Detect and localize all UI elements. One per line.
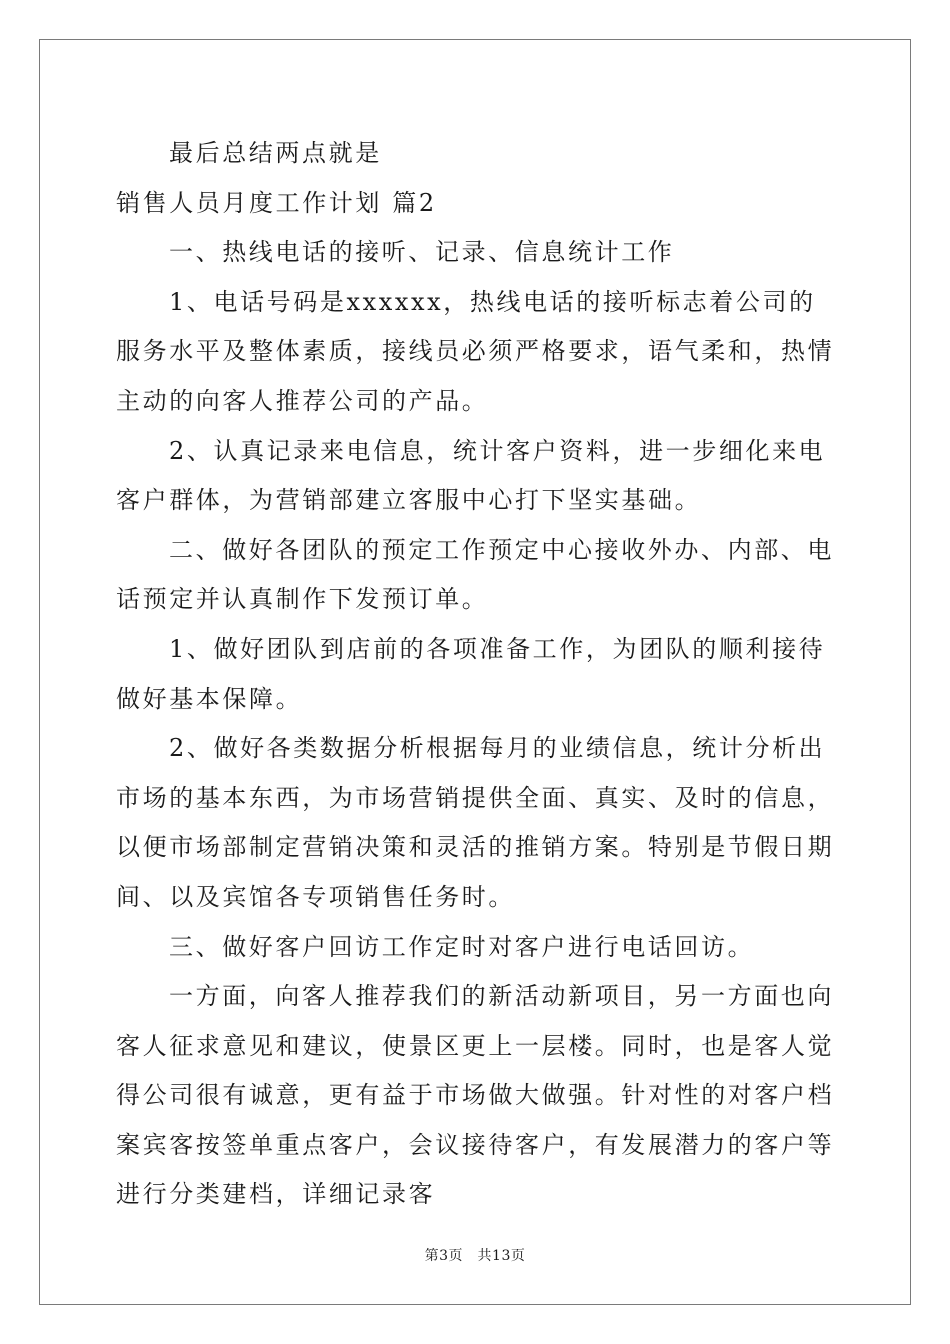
paragraph-summary: 最后总结两点就是 bbox=[169, 139, 382, 167]
paragraph-followup-title: 三、做好客户回访工作定时对客户进行电话回访。 bbox=[169, 932, 755, 961]
paragraph-booking-title: 二、做好各团队的预定工作预定中心接收外办、内部、电话预定并认真制作下发预订单。 bbox=[116, 535, 834, 614]
paragraph-followup-1: 一方面，向客人推荐我们的新活动新项目，另一方面也向客人征求意见和建议，使景区更上一层楼。同时，也是客人觉得公司很有诚意，更有益于市场做大做强。针对性的对客户档案宾客按签单重点客户，会议接待客户，有发展潜力的客户等进行分类建档，详细记录客 bbox=[116, 982, 835, 1209]
paragraph-booking-2: 2、做好各类数据分析根据每月的业绩信息，统计分析出市场的基本东西，为市场营销提供全面、真实、及时的信息，以便市场部制定营销决策和灵活的推销方案。特别是节假日期间、以及宾馆各专项销售任务时。 bbox=[116, 734, 835, 911]
paragraph-booking-1: 1、做好团队到店前的各项准备工作，为团队的顺利接待做好基本保障。 bbox=[116, 634, 826, 713]
document-body bbox=[116, 129, 836, 1220]
paragraph-hotline-title: 一、热线电话的接听、记录、信息统计工作 bbox=[169, 238, 675, 267]
section-heading: 销售人员月度工作计划 篇2 bbox=[116, 188, 437, 217]
page-number-footer: 第3页 共13页 bbox=[424, 1248, 526, 1264]
paragraph-hotline-1: 1、电话号码是xxxxxx，热线电话的接听标志着公司的服务水平及整体素质，接线员必须严格要求，语气柔和，热情主动的向客人推荐公司的产品。 bbox=[116, 287, 835, 415]
paragraph-hotline-2: 2、认真记录来电信息，统计客户资料，进一步细化来电客户群体，为营销部建立客服中心打下坚实基础。 bbox=[116, 436, 826, 515]
